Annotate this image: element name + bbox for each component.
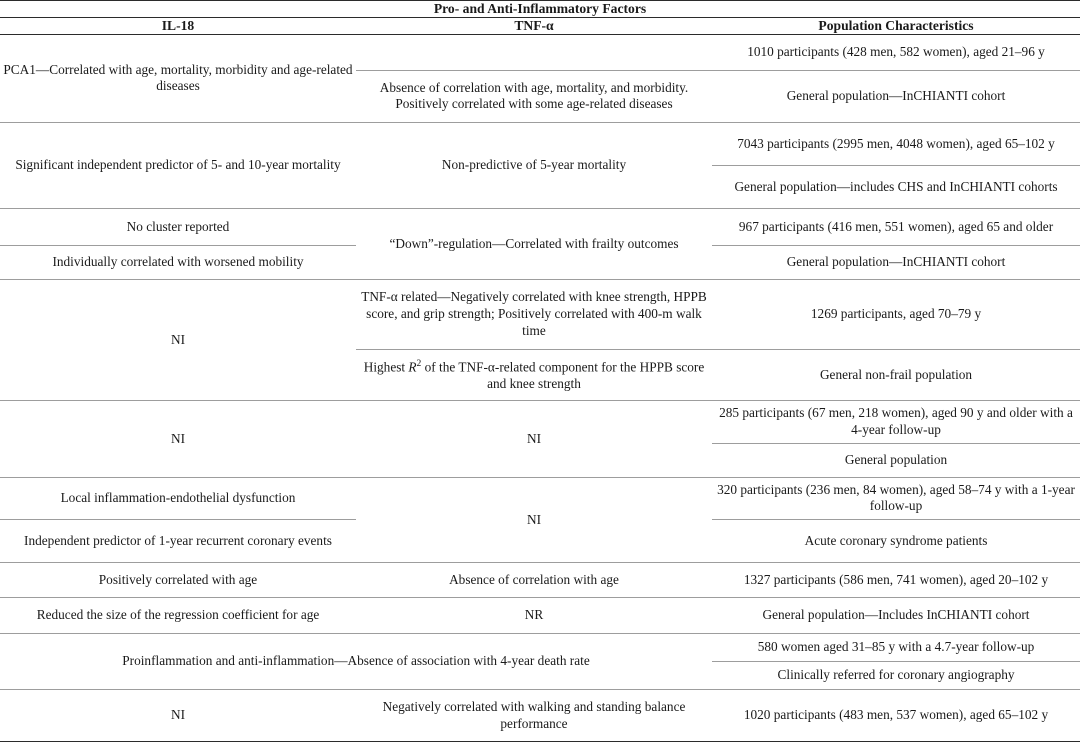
cell-pop-6b: General population	[844, 452, 948, 468]
table-row	[0, 477, 1080, 562]
cell-tnf-8: Absence of correlation with age	[356, 562, 712, 598]
table-row	[0, 400, 1080, 477]
column-header-il18: IL-18	[0, 18, 356, 35]
cell-il18-11: NI	[0, 690, 356, 742]
cell-tnf-5b: Highest $R^2$ of the TNF-α-related component for the HPPB score and knee strength	[363, 357, 705, 391]
table-header-row	[0, 18, 1080, 35]
cell-pop-3	[712, 122, 1080, 208]
cell-pop-4b: General population—InCHIANTI cohort	[786, 254, 1006, 270]
table-title: Pro- and Anti-Inflammatory Factors	[0, 1, 1080, 18]
cell-merged-10: Proinflammation and anti-inflammation—Absence of association with 4-year death rate	[0, 634, 712, 690]
cell-il18-3: Significant independent predictor of 5- and 10-year mortality	[0, 122, 356, 208]
cell-tnf-9: NR	[356, 598, 712, 634]
cell-tnf-4: “Down”-regulation—Correlated with frailty outcomes	[356, 208, 712, 279]
table-row	[0, 122, 1080, 208]
cell-pop-6a: 285 participants (67 men, 218 women), aged 90 y and older with a 4-year follow-up	[712, 401, 1080, 444]
cell-tnf-5a: TNF-α related—Negatively correlated with knee strength, HPPB score, and grip strength; Positively correlated with 400-m walk time	[356, 280, 712, 350]
cell-il18-7	[0, 477, 356, 562]
cell-pop-5b: General non-frail population	[819, 366, 973, 382]
cell-pop-11: 1020 participants (483 men, 537 women), aged 65–102 y	[712, 690, 1080, 742]
column-header-tnf: TNF-α	[356, 18, 712, 35]
cell-tnf-11: Negatively correlated with walking and standing balance performance	[356, 690, 712, 742]
column-header-population: Population Characteristics	[712, 18, 1080, 35]
cell-tnf-5	[356, 279, 712, 400]
cell-pop-4	[712, 208, 1080, 279]
cell-pop-6	[712, 400, 1080, 477]
table-row	[0, 598, 1080, 634]
cell-tnf-7: NI	[356, 477, 712, 562]
cell-pop-10	[712, 634, 1080, 690]
table-title-row	[0, 1, 1080, 18]
cell-il18-4a: No cluster reported	[0, 209, 356, 246]
table-row	[0, 690, 1080, 742]
cell-il18-7a: Local inflammation-endothelial dysfunction	[0, 478, 356, 520]
cell-pop-10a: 580 women aged 31–85 y with a 4.7-year follow-up	[712, 634, 1080, 662]
cell-il18-4b: Individually correlated with worsened mobility	[52, 254, 304, 270]
cell-tnf-1	[356, 35, 712, 71]
table-row	[0, 35, 1080, 71]
table-row	[0, 279, 1080, 400]
cell-pop-2: General population—InCHIANTI cohort	[712, 70, 1080, 122]
cell-pop-9: General population—Includes InCHIANTI cohort	[712, 598, 1080, 634]
cell-il18-6: NI	[0, 400, 356, 477]
cell-il18-7b: Independent predictor of 1-year recurrent coronary events	[24, 532, 332, 548]
cell-il18-8: Positively correlated with age	[0, 562, 356, 598]
cell-il18-5: NI	[0, 279, 356, 400]
cell-pop-5	[712, 279, 1080, 400]
cell-tnf-2: Absence of correlation with age, mortality, and morbidity. Positively correlated with some age-related diseases	[356, 70, 712, 122]
cell-pop-3b: General population—includes CHS and InCHIANTI cohorts	[734, 178, 1058, 194]
cell-pop-3a: 7043 participants (2995 men, 4048 women), aged 65–102 y	[712, 123, 1080, 166]
cell-il18-4	[0, 208, 356, 279]
table-row	[0, 634, 1080, 690]
cell-il18-9: Reduced the size of the regression coefficient for age	[0, 598, 356, 634]
cell-pop-1: 1010 participants (428 men, 582 women), aged 21–96 y	[712, 35, 1080, 71]
cell-pop-7b: Acute coronary syndrome patients	[804, 532, 988, 548]
cell-pop-4a: 967 participants (416 men, 551 women), aged 65 and older	[712, 209, 1080, 246]
cell-tnf-6: NI	[356, 400, 712, 477]
cell-pop-10b: Clinically referred for coronary angiography	[777, 667, 1015, 683]
cell-il18-1: PCA1—Correlated with age, mortality, morbidity and age-related diseases	[0, 35, 356, 123]
cell-pop-7a: 320 participants (236 men, 84 women), aged 58–74 y with a 1-year follow-up	[712, 478, 1080, 520]
cell-tnf-3: Non-predictive of 5-year mortality	[356, 122, 712, 208]
cell-pop-5a: 1269 participants, aged 70–79 y	[712, 280, 1080, 350]
table-row	[0, 208, 1080, 279]
cell-pop-8: 1327 participants (586 men, 741 women), aged 20–102 y	[712, 562, 1080, 598]
table-row	[0, 562, 1080, 598]
cell-pop-7	[712, 477, 1080, 562]
